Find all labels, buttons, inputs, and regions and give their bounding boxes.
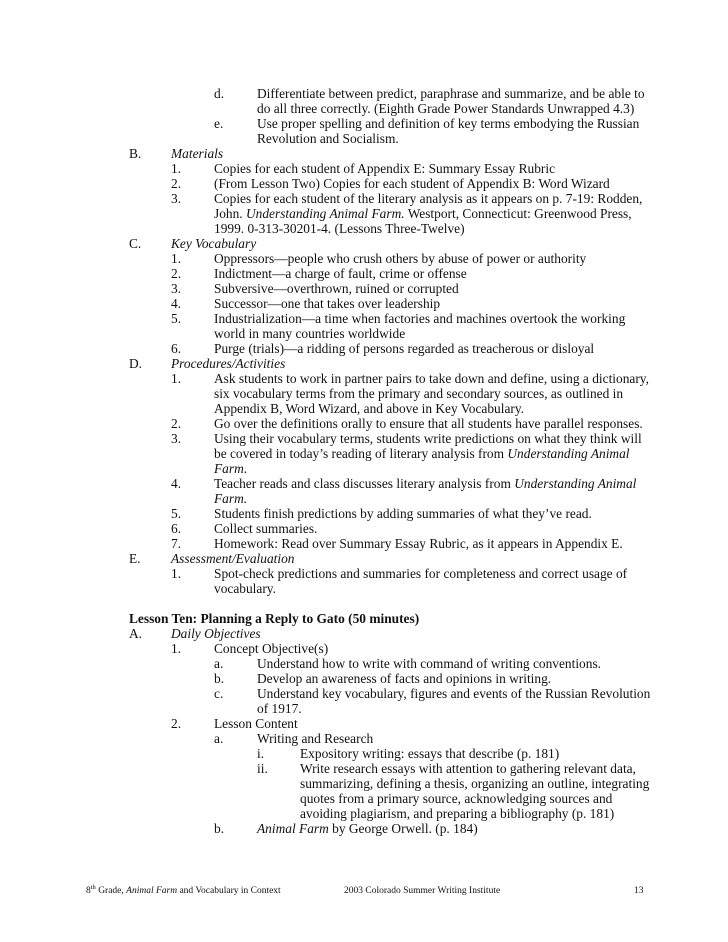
list-marker: 2. [171,716,182,731]
list-item-text: Ask students to work in partner pairs to take down and define, using a dictionary, [214,371,649,386]
lesson-heading: Lesson Ten: Planning a Reply to Gato (50 minutes) [129,611,420,626]
list-marker: 1. [171,251,182,266]
list-marker: 3. [171,281,182,296]
list-item-text: Copies for each student of Appendix E: Summary Essay Rubric [214,161,556,176]
text-run: Westport, Connecticut: Greenwood Press, [404,206,632,221]
list-marker: 1. [171,641,182,656]
list-item-text: Develop an awareness of facts and opinions in writing. [257,671,552,686]
list-marker: 1. [171,161,182,176]
list-item-text: Revolution and Socialism. [257,131,399,146]
footer-center: 2003 Colorado Summer Writing Institute [344,886,501,896]
list-item-text: Lesson Content [214,716,298,731]
list-marker: 1. [171,566,182,581]
list-item-text [214,461,247,476]
text-run: . [243,461,248,476]
list-item-text [214,206,632,221]
list-item-text: Using their vocabulary terms, students write predictions on what they think will [214,431,642,446]
list-item-text: Use proper spelling and definition of key terms embodying the Russian [257,116,640,131]
list-marker: a. [214,731,224,746]
section-marker: E. [129,551,141,566]
footer-ordinal: th [90,884,96,891]
list-item-text: vocabulary. [214,581,276,596]
list-marker: 3. [171,191,182,206]
book-title: Understanding Animal Farm. [246,206,405,221]
list-marker: 2. [171,266,182,281]
list-marker: 4. [171,296,182,311]
book-title: Animal Farm [257,821,329,836]
section-title: Key Vocabulary [171,236,257,251]
vocab-item: Indictment—a charge of fault, crime or offense [214,266,467,281]
list-marker: 6. [171,521,182,536]
book-title: Farm. [214,491,248,506]
list-marker: b. [214,821,225,836]
list-marker: a. [214,656,224,671]
list-item-text: Collect summaries. [214,521,318,536]
section-marker: A. [129,626,143,641]
list-item-text [257,821,478,836]
list-marker: b. [214,671,225,686]
vocab-item: Successor—one that takes over leadership [214,296,441,311]
list-item-text: Homework: Read over Summary Essay Rubric, as it appears in Appendix E. [214,536,623,551]
vocab-item: Subversive—overthrown, ruined or corrupted [214,281,459,296]
list-item-text: Writing and Research [257,731,374,746]
footer-book-title: Animal Farm [126,886,178,896]
text-run: be covered in today’s reading of literary analysis from [214,446,508,461]
vocab-item: world in many countries worldwide [214,326,406,341]
list-item-text: Appendix B, Word Wizard, and above in Key Vocabulary. [214,401,525,416]
list-item-text: six vocabulary terms from the primary and secondary sources, as outlined in [214,386,624,401]
list-marker: d. [214,86,225,101]
book-title: Farm [214,461,244,476]
list-item-text: Understand key vocabulary, figures and events of the Russian Revolution [257,686,651,701]
text-run: John. [214,206,246,221]
list-marker: ii. [257,761,268,776]
list-marker: c. [214,686,224,701]
list-marker: 5. [171,506,182,521]
vocab-item: Oppressors—people who crush others by abuse of power or authority [214,251,587,266]
list-marker: 7. [171,536,182,551]
section-marker: C. [129,236,142,251]
list-item-text: do all three correctly. (Eighth Grade Power Standards Unwrapped 4.3) [257,101,635,116]
section-marker: D. [129,356,143,371]
list-marker: e. [214,116,224,131]
list-marker: 2. [171,176,182,191]
list-marker: i. [257,746,265,761]
list-item-text: of 1917. [257,701,302,716]
list-item-text [214,446,630,461]
list-item-text: Differentiate between predict, paraphrase and summarize, and be able to [257,86,645,101]
list-item-text: (From Lesson Two) Copies for each student of Appendix B: Word Wizard [214,176,610,191]
footer-text: Grade, [95,886,127,896]
page-number: 13 [634,886,644,896]
list-item-text: Students finish predictions by adding summaries of what they’ve read. [214,506,592,521]
list-marker: 1. [171,371,182,386]
section-title: Procedures/Activities [171,356,286,371]
footer-left [86,885,281,897]
list-marker: 3. [171,431,182,446]
list-item-text: 1999. 0-313-30201-4. (Lessons Three-Twelve) [214,221,465,236]
list-item-text: avoiding plagiarism, and preparing a bibliography (p. 181) [300,806,615,821]
list-item-text: Spot-check predictions and summaries for completeness and correct usage of [214,566,628,581]
list-marker: 2. [171,416,182,431]
list-marker: 4. [171,476,182,491]
list-item-text [214,476,636,491]
list-item-text: quotes from a primary source, acknowledging sources and [300,791,613,806]
section-title: Assessment/Evaluation [171,551,295,566]
vocab-item: Industrialization—a time when factories and machines overtook the working [214,311,626,326]
section-title: Materials [171,146,224,161]
list-item-text: Expository writing: essays that describe (p. 181) [300,746,560,761]
list-item-text: Concept Objective(s) [214,641,329,656]
list-item-text: Go over the definitions orally to ensure that all students have parallel responses. [214,416,643,431]
list-item-text: Write research essays with attention to gathering relevant data, [300,761,636,776]
list-item-text: summarizing, defining a thesis, organizing an outline, integrating [300,776,650,791]
footer-text: and Vocabulary in Context [177,886,281,896]
list-item-text: Understand how to write with command of writing conventions. [257,656,602,671]
book-title: Understanding Animal [514,476,637,491]
footer-grade: 8 [86,886,91,896]
book-title: Understanding Animal [507,446,630,461]
section-marker: B. [129,146,142,161]
section-title: Daily Objectives [171,626,261,641]
text-run: Teacher reads and class discusses literary analysis from [214,476,515,491]
text-run: by George Orwell. (p. 184) [328,821,478,836]
vocab-item: Purge (trials)—a ridding of persons regarded as treacherous or disloyal [214,341,595,356]
list-marker: 6. [171,341,182,356]
list-item-text: Copies for each student of the literary analysis as it appears on p. 7-19: Rodden, [214,191,643,206]
list-marker: 5. [171,311,182,326]
